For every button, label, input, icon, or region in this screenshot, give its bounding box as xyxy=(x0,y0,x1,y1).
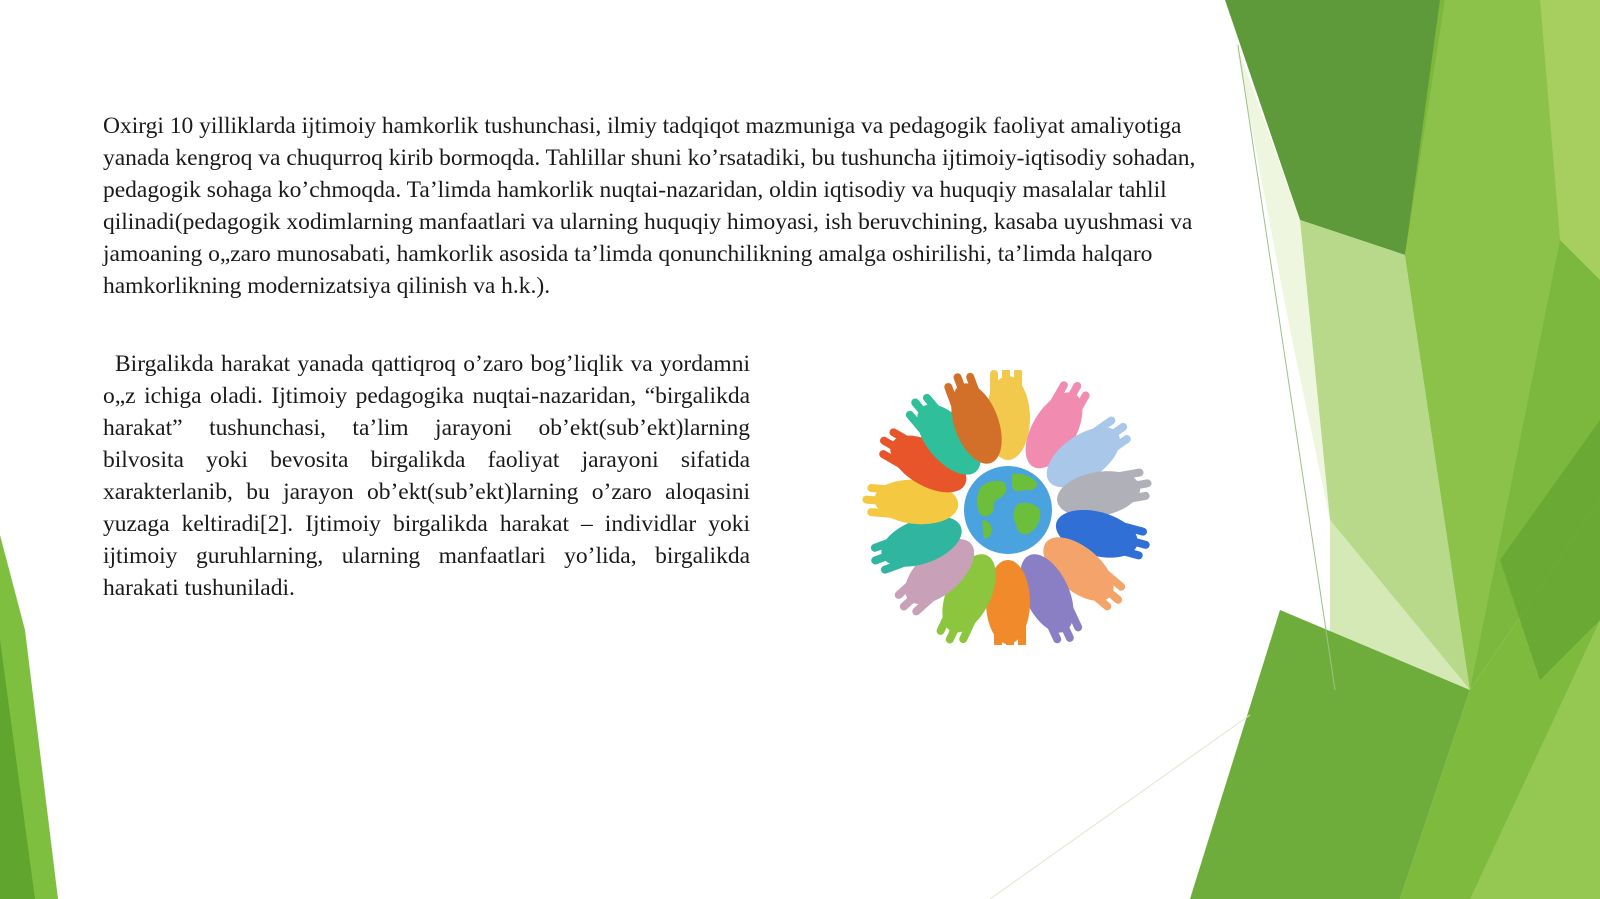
intro-paragraph: Oxirgi 10 yilliklarda ijtimoiy hamkorlik tushunchasi, ilmiy tadqiqot mazmuniga va pedagogik faoliyat amaliyotiga yanada kengroq va chuqurroq kirib bormoqda. Tahlillar shuni ko’rsatadiki, bu tushuncha ijtimoiy-iqtisodiy sohadan, pedagogik sohaga ko’chmoqda. Ta’limda hamkorlik nuqtai-nazaridan, oldin iqtisodiy va huquqiy masalalar tahlil qilinadi(pedagogik xodimlarning manfaatlari va ularning huquqiy himoyasi, ish beruvchining, kasaba uyushmasi va jamoaning o„zaro munosabati, hamkorlik asosida ta’limda qonunchilikning amalga oshirilishi, ta’limda halqaro hamkorlikning modernizatsiya qilinish va h.k.). xyxy=(103,113,1196,299)
globe-icon xyxy=(960,462,1056,558)
hands-globe-image xyxy=(862,370,1154,645)
second-paragraph: Birgalikda harakat yanada qattiqroq o’zaro bog’liqlik va yordamni o„z ichiga oladi. Ijtimoiy pedagogika nuqtai-nazaridan, “birgalikda harakat” tushunchasi, ta’lim jarayoni ob’ekt(sub’ekt)larning bilvosita yoki bevosita birgalikda faoliyat jarayoni sifatida xarakterlanib, bu jarayon ob’ekt(sub’ekt)larning o’zaro aloqasini yuzaga keltiradi[2]. Ijtimoiy birgalikda harakat – individlar yoki ijtimoiy guruhlarning, ularning manfaatlari yo’lida, birgalikda harakati tushuniladi. xyxy=(103,351,750,601)
